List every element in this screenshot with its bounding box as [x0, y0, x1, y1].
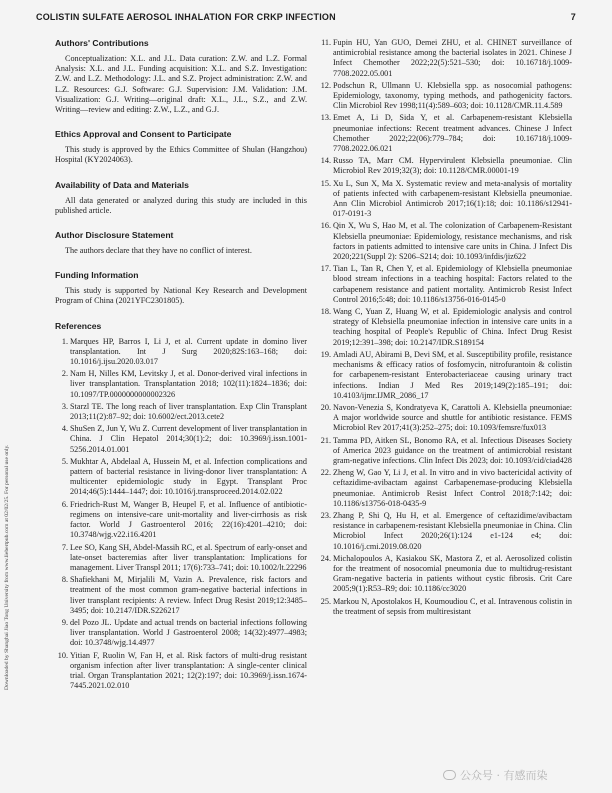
reference-list-left [55, 337, 307, 692]
reference-item [318, 307, 572, 348]
section-paragraph: All data generated or analyzed during this study are included in this published article. [55, 195, 307, 215]
reference-number: 8. [61, 575, 68, 585]
reference-item [55, 543, 307, 574]
reference-text: Zheng W, Gao Y, Li J, et al. In vitro and in vivo bactericidal activity of ceftazidime-avibactam against Carbapenemase-producing Klebsiella pneumoniae. Antimicrob Resist Infect Control 2018;7:142; doi: 10.1186/s13756-018-0435-9 [333, 468, 572, 508]
reference-text: Emet A, Li D, Sida Y, et al. Carbapenem-resistant Klebsiella pneumoniae infections: Recent treatment advances. Chinese J Infect Chemother 2022;22(06):779–784; doi: 10.16718/j.1009-7708.2022.06.021 [333, 113, 572, 154]
reference-text: Zhang P, Shi Q, Hu H, et al. Emergence of ceftazidime/avibactam resistance in carbapenem-resistant Klebsiella pneumoniae in China. Clin Microbiol Infect 2020;26(1):124 e1-124 e4; doi: 10.1016/j.cmi.2019.08.020 [333, 510, 572, 551]
reference-item [318, 264, 572, 305]
section-author-disclosure-statement [55, 230, 307, 256]
reference-number: 10. [57, 650, 68, 660]
reference-number: 14. [320, 156, 331, 166]
reference-number: 13. [320, 113, 331, 123]
reference-text: Michalopoulos A, Kasiakou SK, Mastora Z, et al. Aerosolized colistin for the treatment of nosocomial pneumonia due to multidrug-resistant Gram-negative bacteria in patients without cystic fibrosis. Crit Care 2005;9(1):R53–R9; doi: 10.1186/cc3020 [333, 553, 572, 594]
running-title: COLISTIN SULFATE AEROSOL INHALATION FOR CRKP INFECTION [36, 12, 336, 22]
reference-text: Tian L, Tan R, Chen Y, et al. Epidemiology of Klebsiella pneumoniae blood stream infections in a teaching hospital: Factors related to the carbapenem resistance and patient mortality. Antimicrob Resist Infect Control 2016;5:48; doi: 10.1186/s13756-016-0145-0 [333, 264, 572, 304]
reference-text: Lee SO, Kang SH, Abdel-Massih RC, et al. Spectrum of early-onset and late-onset bacteremias after liver transplantation: Implications for management. Liver Transpl 2011; 17(6):733–741; doi: 10.1002/lt.22296 [70, 542, 307, 572]
section-heading: Funding Information [55, 270, 139, 281]
reference-number: 3. [61, 401, 68, 411]
reference-item [318, 350, 572, 401]
reference-item [318, 468, 572, 509]
running-header [36, 12, 576, 26]
reference-item [55, 651, 307, 692]
reference-item [55, 575, 307, 616]
reference-item [318, 436, 572, 467]
wechat-watermark [443, 770, 548, 781]
reference-text: Navon-Venezia S, Kondratyeva K, Carattoli A. Klebsiella pneumoniae: A major worldwide source and shuttle for antibiotic resistance. FEMS Microbiol Rev 2017;41(3):252–275; doi: 10.1093/femsre/fux013 [333, 402, 572, 433]
reference-item [318, 81, 572, 112]
reference-item [318, 221, 572, 262]
reference-item [55, 424, 307, 455]
reference-number: 22. [320, 468, 331, 478]
reference-text: del Pozo JL. Update and actual trends on bacterial infections following liver transplantation. World J Gastroenterol 2008; 14(32):4977–4983; doi: 10.3748/wjg.14.4977 [70, 617, 307, 648]
reference-item [318, 403, 572, 434]
reference-number: 6. [61, 499, 68, 509]
section-availability-of-data-and-materials [55, 180, 307, 216]
reference-item [55, 618, 307, 649]
reference-text: Markou N, Apostolakos H, Koumoudiou C, et al. Intravenous colistin in the treatment of sepsis from multiresistant [333, 596, 572, 616]
reference-text: Wang C, Yuan Z, Huang W, et al. Epidemiologic analysis and control strategy of Klebsiella pneumoniae infection in intensive care units in a teaching hospital of People's Republic of China. Infect Drug Resist 2019;12:391–398; doi: 10.2147/IDR.S189154 [333, 307, 572, 347]
reference-text: Xu L, Sun X, Ma X. Systematic review and meta-analysis of mortality of patients infected with carbapenem-resistant Klebsiella pneumoniae. Ann Clin Microbiol Antimicrob 2017;16(1):18; doi: 10.1186/s12941-017-0191-3 [333, 178, 572, 219]
reference-number: 7. [61, 542, 68, 552]
reference-number: 11. [321, 38, 331, 47]
section-heading: Ethics Approval and Consent to Participate [55, 129, 232, 140]
watermark-text: 公众号 · 有感而染 [460, 769, 548, 782]
reference-text: Friedrich-Rust M, Wanger B, Heupel F, et al. Influence of antibiotic-regimens on intensive-care unit-mortality and liver-cirrhosis as risk factor. World J Gastroenterol 2016; 22(16):4201–4210; doi: 10.3748/wjg.v22.i16.4201 [70, 499, 307, 540]
reference-item [55, 369, 307, 400]
reference-number: 1. [61, 336, 68, 346]
reference-number: 21. [320, 435, 331, 445]
reference-item [318, 38, 572, 79]
reference-number: 19. [320, 349, 331, 359]
reference-item [318, 597, 572, 617]
section-heading: Author Disclosure Statement [55, 230, 174, 241]
right-column [318, 38, 572, 619]
reference-number: 16. [320, 221, 331, 231]
reference-text: Starzl TE. The long reach of liver transplantation. Exp Clin Transplant 2013;11(2):87–92; doi: 10.6002/ect.2013.cete2 [70, 401, 307, 422]
reference-item [318, 156, 572, 176]
reference-number: 17. [320, 264, 331, 274]
reference-text: Tamma PD, Aitken SL, Bonomo RA, et al. Infectious Diseases Society of America 2023 guidance on the treatment of antimicrobial resistant gram-negative infections. Clin Infect Dis 2023; doi: 10.1093/cid/ciad428 [333, 435, 572, 465]
reference-text: ShuSen Z, Jun Y, Wu Z. Current development of liver transplantation in China. J Clin Hepatol 2014;30(1):2; doi: 10.3969/j.issn.1001-5256.2014.01.001 [70, 424, 307, 454]
reference-item [55, 337, 307, 368]
section-paragraph: This study is approved by the Ethics Committee of Shulan (Hangzhou) Hospital (KY2024063). [55, 145, 307, 165]
reference-text: Marques HP, Barros I, Li J, et al. Current update in domino liver transplantation. Int J Surg 2020;82S:163–168; doi: 10.1016/j.ijsu.2020.03.017 [70, 336, 307, 367]
reference-text: Mukhtar A, Abdelaal A, Hussein M, et al. Infection complications and pattern of bacterial resistance in living-donor liver transplantation: A multicenter epidemiologic study in Egypt. Transplant Proc 2014;46(5):1444–1447; doi: 10.1016/j.transproceed.2014.02.022 [70, 456, 307, 497]
reference-list-right [318, 38, 572, 617]
reference-text: Russo TA, Marr CM. Hypervirulent Klebsiella pneumoniae. Clin Microbiol Rev 2019;32(3); doi: 10.1128/CMR.00001-19 [333, 156, 572, 176]
reference-number: 2. [61, 369, 68, 379]
reference-number: 23. [320, 510, 331, 520]
section-paragraph: This study is supported by National Key Research and Development Program of China (2021YFC2301805). [55, 286, 307, 306]
reference-text: Fupin HU, Yan GUO, Demei ZHU, et al. CHINET surveillance of antimicrobial resistance among the bacterial isolates in 2021. Chinese J Infect Chemother 2022;22(5):521–530; doi: 10.16718/j.1009-7708.2022.05.001 [333, 38, 572, 78]
download-notice: Downloaded by Shanghai Jiao Tong University from www.liebertpub.com at 02/02/25. For personal use only. [4, 444, 10, 690]
reference-text: Shafiekhani M, Mirjalili M, Vazin A. Prevalence, risk factors and treatment of the most common gram-negative bacterial infections in liver transplant recipients: A review. Infect Drug Resist 2019;12:3485–3495; doi: 10.2147/IDR.S226217 [70, 575, 307, 615]
reference-item [55, 402, 307, 422]
reference-number: 15. [320, 178, 331, 188]
section-heading: Authors' Contributions [55, 38, 149, 48]
page-number: 7 [570, 12, 576, 22]
section-authors-contributions [55, 38, 307, 115]
reference-number: 9. [61, 617, 68, 627]
reference-number: 12. [320, 80, 331, 90]
reference-number: 4. [61, 424, 68, 434]
reference-item [318, 511, 572, 552]
section-funding-information [55, 270, 307, 306]
reference-item [55, 500, 307, 541]
reference-item [318, 554, 572, 595]
references-heading: References [55, 320, 102, 331]
reference-item [318, 179, 572, 220]
left-column [55, 38, 307, 693]
section-paragraph: The authors declare that they have no conflict of interest. [65, 246, 252, 256]
reference-number: 18. [320, 307, 331, 317]
reference-number: 5. [61, 456, 68, 466]
reference-number: 25. [320, 596, 331, 606]
wechat-logo-icon [443, 770, 456, 780]
reference-item [55, 457, 307, 498]
reference-text: Podschun R, Ullmann U. Klebsiella spp. as nosocomial pathogens: Epidemiology, taxonomy, typing methods, and pathogenicity factors. Clin Microbiol Rev 1998;11(4):589–603; doi: 10.1128/CMR.11.4.589 [333, 80, 572, 111]
reference-text: Qin X, Wu S, Hao M, et al. The colonization of Carbapenem-Resistant Klebsiella pneumoniae: Epidemiology, resistance mechanisms, and risk factors in patients admitted to intensive care units in China. J Infect Dis 2020;221(Suppl 2): S206–S214; doi: 10.1093/infdis/jiz622 [333, 221, 572, 262]
reference-item [318, 113, 572, 154]
section-heading: Availability of Data and Materials [55, 179, 189, 190]
reference-text: Nam H, Nilles KM, Levitsky J, et al. Donor-derived viral infections in liver transplantation. Transplantation 2018; 102(11):1824–1836; doi: 10.1097/TP.0000000000002326 [70, 369, 307, 399]
reference-number: 20. [320, 402, 331, 412]
reference-text: Yitian F, Ruolin W, Fan H, et al. Risk factors of multi-drug resistant organism infection after liver transplantation: A single-center clinical trial. Organ Transplantation 2021; 12(2):197; doi: 10.3969/j.issn.1674-7445.2021.02.010 [70, 650, 307, 691]
reference-number: 24. [320, 553, 331, 563]
section-ethics-approval-and-consent-to-participate [55, 129, 307, 165]
section-paragraph: Conceptualization: X.L. and J.L. Data curation: Z.W. and L.Z. Formal Analysis: X.L. and J.L. Funding acquisition: X.L. and S.Z. Investigation: Z.W. and L.Z. Methodology: J.L. and S.Z. Project administration: Z.W. and L.Z. Resources: G.J. Software: G.J. Supervision: J.M. Validation: J.M. Visualization: G.J. Writing—original draft: X.L., J.L., S.Z., and Z.W. Writing—review and editing: Z.W., L.Z., and G.J. [55, 54, 307, 115]
reference-text: Amladi AU, Abirami B, Devi SM, et al. Susceptibility profile, resistance mechanisms & efficacy ratios of fosfomycin, nitrofurantoin & colistin for carbapenem-resistant Enterobacteriaceae causing urinary tract infections. Indian J Med Res 2019;149(2):185–191; doi: 10.4103/ijmr.IJMR_2086_17 [333, 349, 572, 400]
